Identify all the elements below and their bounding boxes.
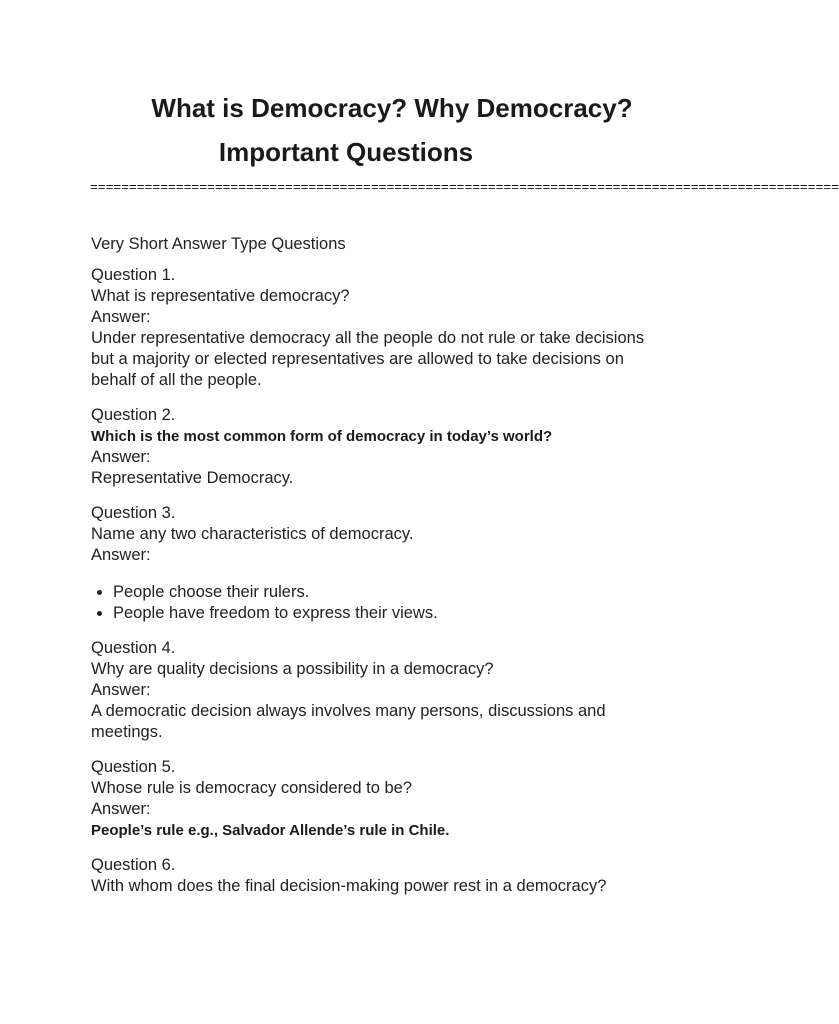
answer-label: Answer: [91,681,151,699]
answer-bullet: • People choose their rulers. [113,582,671,603]
question-block-3 [91,503,671,624]
answer-label: Answer: [91,800,151,818]
answer-label: Answer: [91,546,151,564]
question-block-6 [91,855,671,897]
question-label: Question 2. [91,406,176,424]
answer-bullet: • People have freedom to express their views. [113,603,671,624]
answer-text: A democratic decision always involves many persons, discussions and meetings. [91,702,606,741]
question-text: What is representative democracy? [91,287,350,305]
divider-line: ================================================================================================ [90,180,839,195]
question-text: Which is the most common form of democracy in today’s world? [91,428,553,445]
document-body [91,234,671,911]
question-block-4 [91,638,671,743]
question-label: Question 6. [91,856,176,874]
answer-label: Answer: [91,448,151,466]
answer-bullet-list [91,582,671,624]
question-block-2 [91,405,671,489]
section-heading: Very Short Answer Type Questions [91,235,346,253]
document-title: What is Democracy? Why Democracy? [151,93,633,123]
question-block-5 [91,757,671,841]
question-block-1 [91,265,671,391]
question-label: Question 4. [91,639,176,657]
question-text: Whose rule is democracy considered to be? [91,779,412,797]
answer-label: Answer: [91,308,151,326]
answer-text: Representative Democracy. [91,469,294,487]
question-label: Question 3. [91,504,176,522]
question-label: Question 5. [91,758,176,776]
question-text: Name any two characteristics of democracy. [91,525,414,543]
answer-text: People’s rule e.g., Salvador Allende’s rule in Chile. [91,822,450,839]
document-subtitle: Important Questions [218,137,474,167]
answer-text: Under representative democracy all the people do not rule or take decisions but a majority or elected representatives are allowed to take decisions on behalf of all the people. [91,329,645,389]
question-label: Question 1. [91,266,176,284]
question-text: Why are quality decisions a possibility in a democracy? [91,660,494,678]
question-text: With whom does the final decision-making power rest in a democracy? [91,877,607,895]
